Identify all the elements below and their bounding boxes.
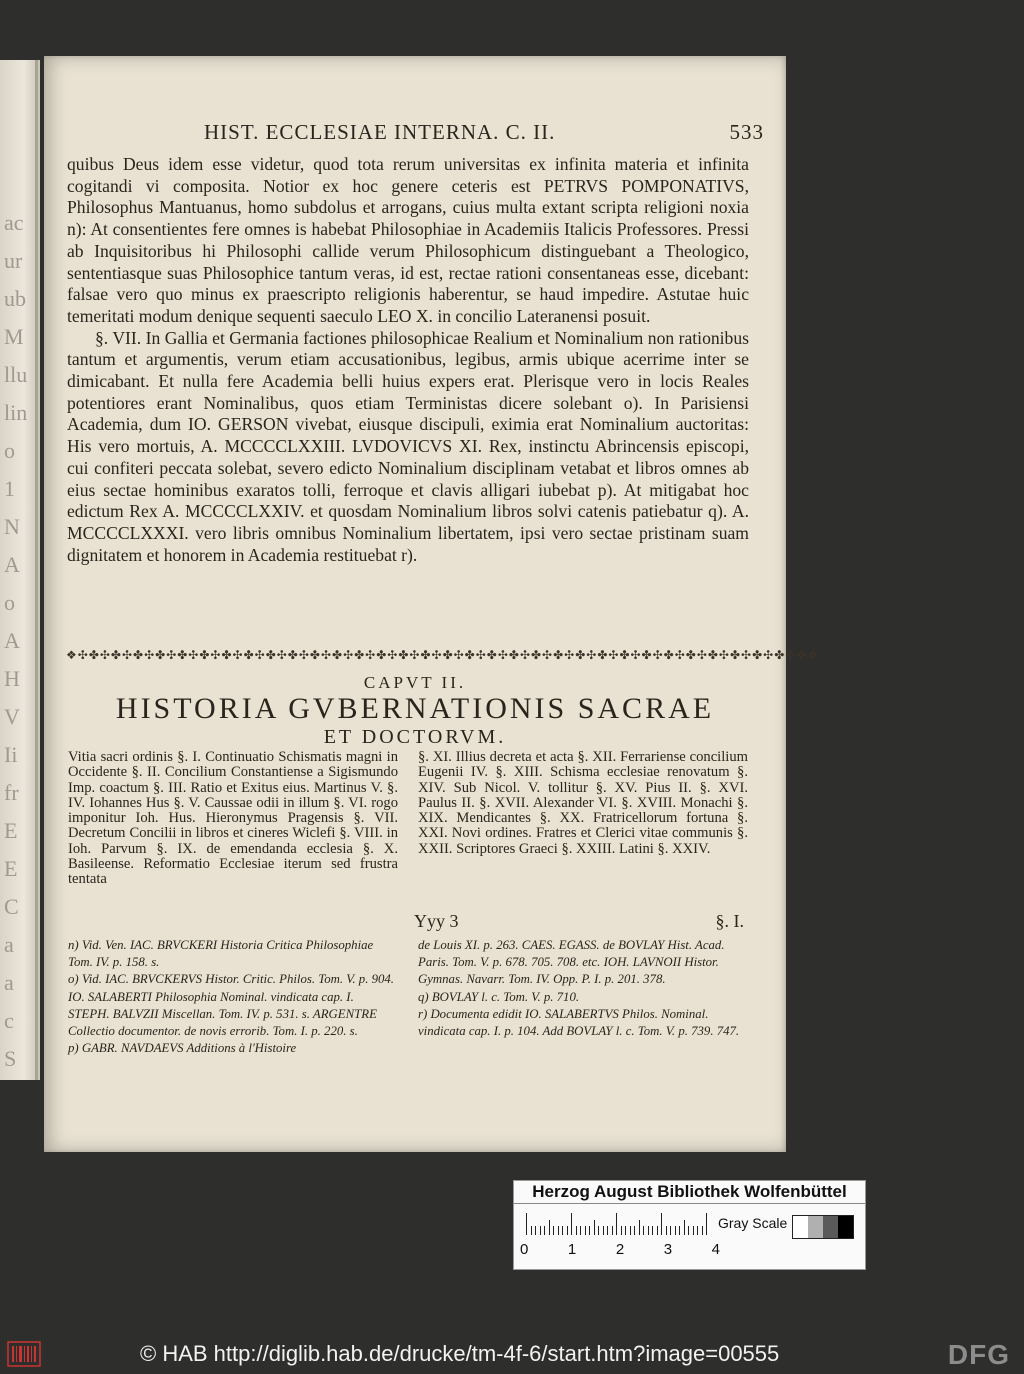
footnote: o) Vid. IAC. BRVCKERVS Histor. Critic. Philos. Tom. V. p. 904. IO. SALABERTI Philosophia Nominal. vindicata cap. I. STEPH. BALVZII Miscellan. Tom. IV. p. 531. s. ARGENTRE Collectio documentor. de novis errorib. Tom. I. p. 220. s. <box>68 972 394 1039</box>
ruler-tick <box>526 1213 527 1235</box>
facing-page-fragment: A <box>4 552 20 577</box>
ruler-tick <box>576 1226 577 1235</box>
measurement-ruler <box>526 1213 706 1235</box>
ornamental-rule: ❖✣✤✣✤✣✤✣✤✣✤✣✤✣✤✣✤✣✤✣✤✣✤✣✤✣✤✣✤✣✤✣✤✣✤✣✤✣✤✣✤✣✤✣✤✣✤✣✤✣✤✣✤✣✤✣✤✣✤✣✤✣✤✣✤✣✤❖ <box>66 648 820 662</box>
chapter-subtitle: ET DOCTORVM. <box>323 726 507 748</box>
ruler-tick <box>625 1226 626 1235</box>
viewer-footer <box>0 1334 1024 1374</box>
facing-page-fragment: o <box>4 438 15 463</box>
hab-logo-icon <box>8 1342 40 1366</box>
chapter-number: CAPVT II. <box>363 673 467 692</box>
footnote: p) GABR. NAVDAEVS Additions à l'Histoire <box>68 1041 297 1056</box>
facing-page-fragment: C <box>4 894 19 919</box>
ruler-tick <box>679 1226 680 1235</box>
gray-swatch <box>793 1216 808 1238</box>
ruler-tick <box>675 1226 676 1235</box>
ruler-tick <box>544 1226 545 1235</box>
gray-scale-swatches <box>792 1215 854 1239</box>
footnote: q) BOVLAY l. c. Tom. V. p. 710. <box>418 989 580 1004</box>
facing-page-fragment: M <box>4 324 24 349</box>
ruler-tick <box>652 1226 653 1235</box>
facing-page-fragment: c <box>4 1008 14 1033</box>
chapter-summary <box>68 750 748 888</box>
ruler-tick <box>639 1220 640 1235</box>
facing-page-fragment: ur <box>4 248 23 273</box>
ruler-tick <box>549 1220 550 1235</box>
ruler-tick <box>648 1226 649 1235</box>
footnote: de Louis XI. p. 263. CAES. EGASS. de BOVLAY Hist. Acad. Paris. Tom. V. p. 678. 705. 708. etc. IOH. LAVNOII Histor. Gymnas. Navarr. Tom. IV. Opp. P. I. p. 201. 378. <box>418 938 725 987</box>
facing-page-fragment: N <box>4 514 20 539</box>
signature-mark: Yyy 3 <box>414 911 459 931</box>
ruler-tick <box>558 1226 559 1235</box>
copyright-link[interactable]: © HAB http://diglib.hab.de/drucke/tm-4f-6/start.htm?image=00555 <box>140 1341 780 1366</box>
book-page <box>44 56 820 1152</box>
facing-page-fragment: lin <box>4 400 28 425</box>
gray-scale-label: Gray Scale <box>718 1215 788 1231</box>
dfg-logo: DFG <box>947 1339 1010 1370</box>
ruler-tick <box>643 1226 644 1235</box>
facing-page-fragment: E <box>4 818 18 843</box>
ruler-tick <box>616 1213 617 1235</box>
ruler-tick <box>580 1226 581 1235</box>
footnotes-left-column <box>68 937 398 1057</box>
ruler-tick <box>706 1213 707 1235</box>
ruler-tick <box>589 1226 590 1235</box>
footnotes-right-column <box>418 937 748 1057</box>
ruler-tick <box>612 1226 613 1235</box>
ruler-number: 0 <box>520 1241 529 1258</box>
facing-page-fragment: ac <box>4 210 24 235</box>
ruler-tick <box>688 1226 689 1235</box>
color-scale-card <box>513 1180 866 1270</box>
facing-page-fragment: A <box>4 628 20 653</box>
ruler-tick <box>603 1226 604 1235</box>
ruler-tick <box>621 1226 622 1235</box>
facing-page-edge <box>0 60 40 1080</box>
ruler-tick <box>594 1220 595 1235</box>
facing-page-fragment: E <box>4 856 18 881</box>
facing-page-fragment: a <box>4 970 14 995</box>
chapter-title: HISTORIA GVBERNATIONIS SACRAE <box>115 692 715 725</box>
ruler-number: 3 <box>663 1241 673 1258</box>
footnote: r) Documenta edidit IO. SALABERTVS Philos. Nominal. vindicata cap. I. p. 104. Add BOVLAY l. c. Tom. V. p. 739. 747. <box>418 1006 740 1039</box>
ruler-number: 1 <box>567 1241 577 1258</box>
facing-page-fragment: o <box>4 590 15 615</box>
facing-page-fragment: fr <box>4 780 19 805</box>
summary-left-column: Vitia sacri ordinis §. I. Continuatio Schismatis magni in Occidente §. II. Concilium Constantiense a Sigismundo Imp. coactum §. III. Ratio et Exitus eius. Martinus V. §. IV. Iohannes Hus §. V. Caussae odii in illum §. VI. rogo imponitur Ioh. Hus. Hieronymus Pragensis §. VII. Decretum Concilii in libros et cineres Wiclefi §. VIII. in Ioh. Parvum §. IX. de emendanda ecclesia §. X. Basileense. Reformatio Ecclesiae iterum sed frustra tentata <box>68 749 398 888</box>
gray-swatch <box>838 1216 853 1238</box>
ruler-tick <box>531 1226 532 1235</box>
ruler-tick <box>702 1226 703 1235</box>
ruler-tick <box>670 1226 671 1235</box>
running-title: HIST. ECCLESIAE INTERNA. C. II. <box>204 120 556 144</box>
footnote: n) Vid. Ven. IAC. BRVCKERI Historia Critica Philosophiae Tom. IV. p. 158. s. <box>68 938 374 970</box>
ruler-tick <box>666 1226 667 1235</box>
library-name: Herzog August Bibliothek Wolfenbüttel <box>514 1181 865 1204</box>
ruler-tick <box>540 1226 541 1235</box>
catchline <box>414 911 744 932</box>
page-number: 533 <box>729 120 764 144</box>
ruler-tick <box>630 1226 631 1235</box>
facing-page-fragment: ub <box>4 286 26 311</box>
facing-page-fragment: llu <box>4 362 28 387</box>
facing-page-fragment: V <box>4 704 20 729</box>
ruler-tick <box>553 1226 554 1235</box>
footnotes <box>68 937 748 1057</box>
ruler-tick <box>684 1220 685 1235</box>
ruler-tick <box>607 1226 608 1235</box>
ruler-tick <box>657 1226 658 1235</box>
gray-swatch <box>823 1216 838 1238</box>
ruler-tick <box>585 1226 586 1235</box>
running-head <box>204 120 764 150</box>
ruler-tick <box>562 1226 563 1235</box>
ruler-tick <box>697 1226 698 1235</box>
facing-page-fragment: Ii <box>4 742 18 767</box>
facing-page-fragment: a <box>4 932 14 957</box>
summary-right-column: §. XI. Illius decreta et acta §. XII. Ferrariense concilium Eugenii IV. §. XIII. Schisma ecclesiae renovatum §. XIV. Sub Nicol. V. tollitur §. XV. Pius II. §. XVI. Paulus II. §. XVII. Alexander VI. §. XVIII. Monachi §. XIX. Mendicantes §. XX. Fratricellorum fortuna §. XXI. Novi ordines. Fratres et Clerici vitae communis §. XXII. Scriptores Graeci §. XXIII. Latini §. XXIV. <box>418 749 748 857</box>
gray-swatch <box>808 1216 823 1238</box>
ruler-tick <box>567 1226 568 1235</box>
ruler-tick <box>571 1213 572 1235</box>
ruler-number: 4 <box>711 1241 720 1258</box>
ruler-numbers <box>520 1241 720 1258</box>
body-text <box>67 154 749 566</box>
ruler-tick <box>693 1226 694 1235</box>
catchword: §. I. <box>715 911 744 931</box>
facing-page-fragment: H <box>4 666 20 691</box>
facing-page-fragment: S <box>4 1046 17 1071</box>
ruler-tick <box>661 1213 662 1235</box>
facing-page-fragment: 1 <box>4 476 15 501</box>
paragraph-2: §. VII. In Gallia et Germania factiones philosophicae Realium et Nominalium non rationibus tantum et argumentis, verum etiam accusationibus, legibus, armis ubique acerrime inter se dimicabant. Et nulla fere Academia belli huius expers erat. Plerisque vero in locis Reales potentiores erant Nominalibus, quos etiam Terministas dicere solebant o). In Parisiensi Academia, dum IO. GERSON vivebat, eiusque discipuli, eximia erat Nominalium auctoritas: His vero mortuis, A. MCCCCLXXIII. LVDOVICVS XI. Rex, instinctu Abrincensis episcopi, cui confiteri peccata solebat, severo edicto Nominalium disciplinam vetabat et libros omnes ab eius sectae hominibus exaratos tolli, ferroque et clavis alligari iubebat p). At mitigabat hoc edictum Rex A. MCCCCLXXIV. et quosdam Nominalium libros solvi catenis patiebatur q). A. MCCCCLXXXI. vero libris omnibus Nominalium libertatem, ipsi vero sectae pristinam suam dignitatem et honorem in Academia restituebat r). <box>67 327 749 565</box>
ruler-number: 2 <box>615 1241 625 1258</box>
paragraph-1: quibus Deus idem esse videtur, quod tota rerum universitas ex infinita materia et infinita cogitandi vi composita. Notior ex hoc genere ceteris est PETRVS POMPONATIVS, Philosophus Mantuanus, homo subdolus et arrogans, cuius multa extant scripta religioni noxia n): At consentientes fere omnes is habebat Philosophiae in Academiis Italicis Professores. Pressi ab Inquisitoribus hi Philosophi callide verum Philosophicum distinguebant a Theologico, sententiasque suas Philosophice tantum veras, id est, rectae rationi consentaneas esse, dicebant: falsae vero quo minus ex praescripto religionis haberentur, se haud impedire. Astutae huic temeritati modum denique sequenti saeculo LEO X. in concilio Lateranensi posuit. <box>67 154 749 326</box>
ruler-tick <box>598 1226 599 1235</box>
ruler-tick <box>535 1226 536 1235</box>
ruler-tick <box>634 1226 635 1235</box>
